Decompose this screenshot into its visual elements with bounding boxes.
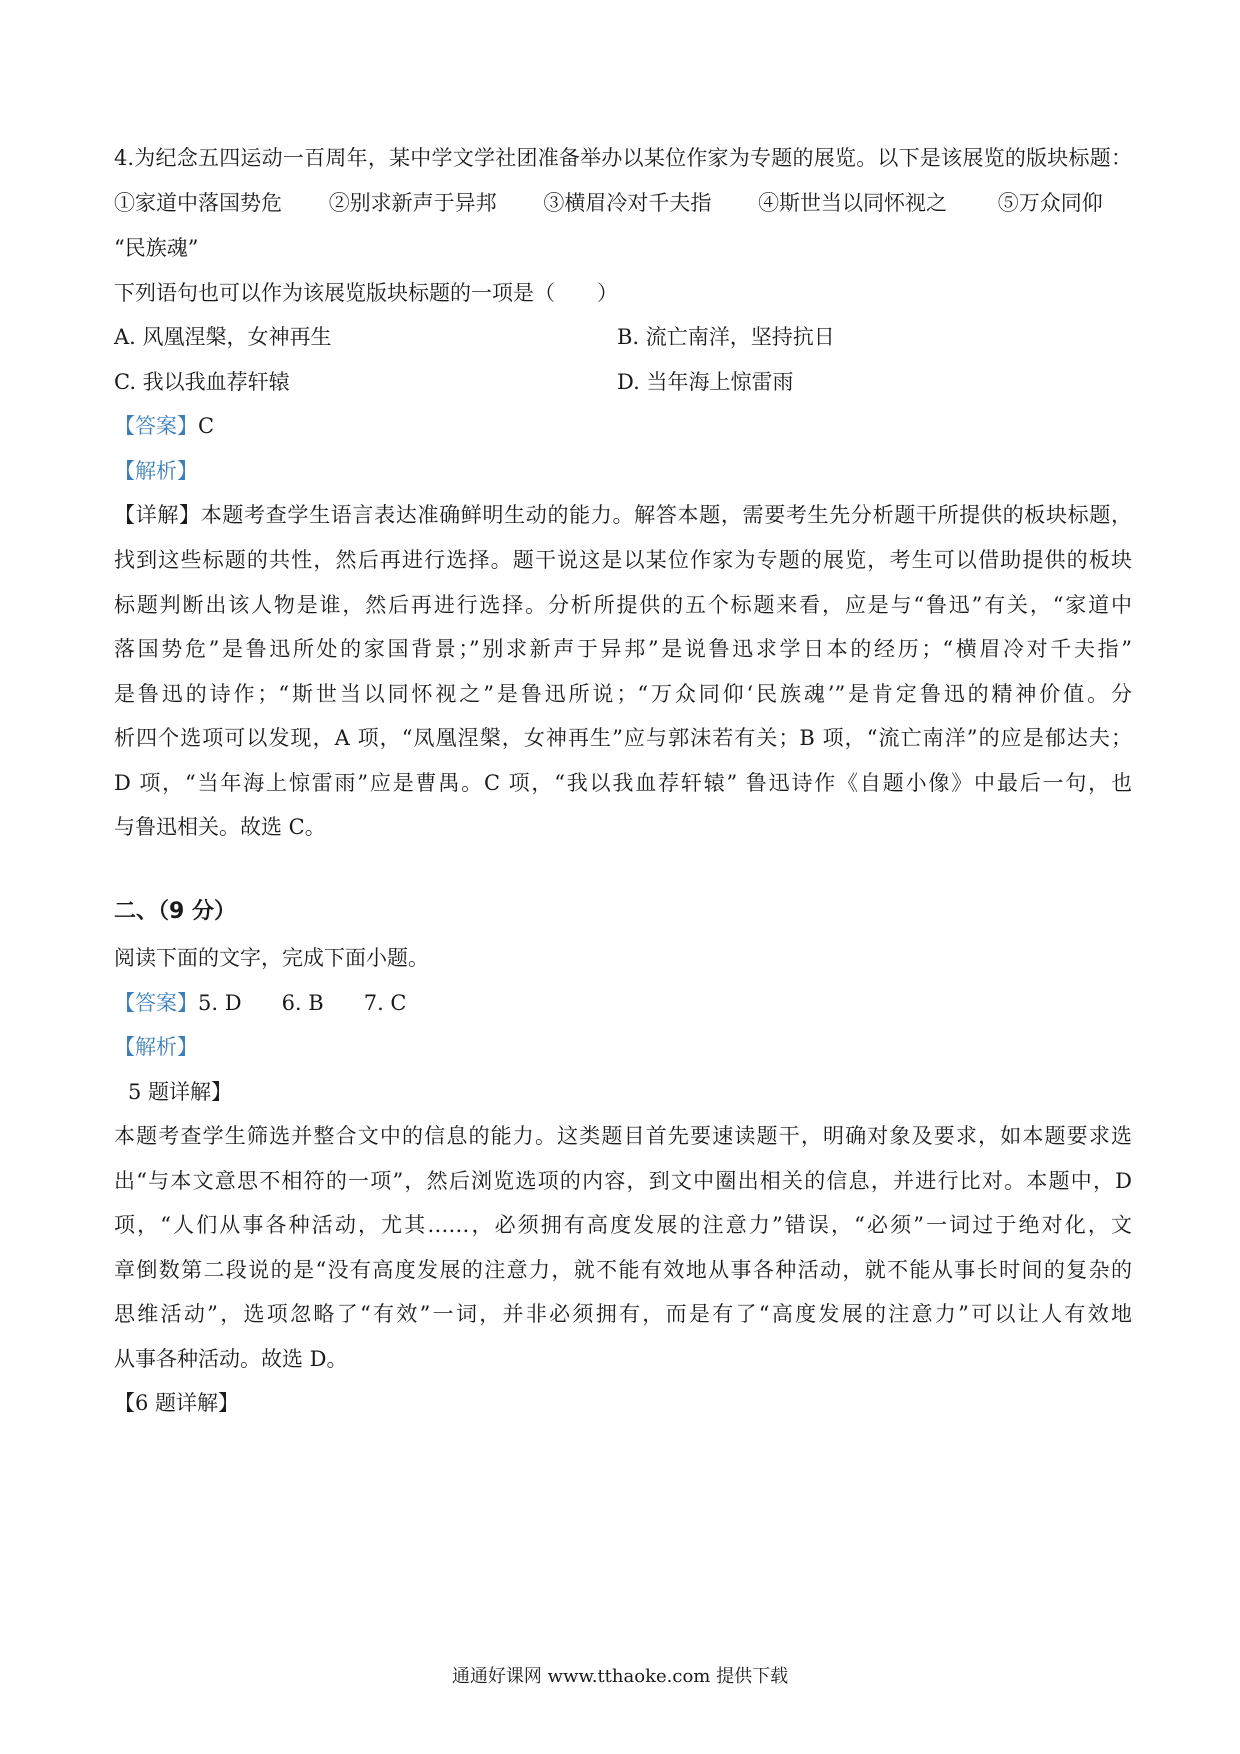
q5-detail-line-6: 从事各种活动。故选 D。 [114, 1347, 348, 1371]
q4-detail-line-1 [114, 500, 1132, 530]
q4-title-5: ⑤万众同仰 [997, 191, 1103, 215]
answer-6: 6. B [281, 991, 324, 1015]
q4-detail-line-3: 标题判断出该人物是谁，然后再进行选择。分析所提供的五个标题来看，应是与“鲁迅”有关，“家道中 [114, 593, 1132, 617]
q4-option-a: A. 风凰涅槃，女神再生 [114, 325, 332, 349]
q4-detail-line-7: D 项，“当年海上惊雷雨”应是曹禺。C 项，“我以我血荐轩辕” 鲁迅诗作《自题小像》中最后一句，也 [114, 771, 1132, 795]
q5-detail-line-5: 思维活动”，选项忽略了“有效”一词，并非必须拥有，而是有了“高度发展的注意力”可以让人有效地 [114, 1302, 1132, 1326]
answer-5: 5. D [198, 991, 242, 1015]
q4-detail-line-8: 与鲁迅相关。故选 C。 [114, 815, 326, 839]
detail-text: 本题考查学生语言表达准确鲜明生动的能力。解答本题，需要考生先分析题干所提供的板块标题， [200, 503, 1133, 527]
q4-option-c: C. 我以我血荐轩辕 [114, 370, 290, 394]
section-intro: 阅读下面的文字，完成下面小题。 [114, 946, 429, 970]
q4-option-b: B. 流亡南洋，坚持抗日 [617, 325, 835, 349]
q4-question: 下列语句也可以作为该展览版块标题的一项是（ ） [114, 281, 618, 305]
q6-detail-heading: 【6 题详解】 [114, 1391, 240, 1415]
answer-tag: 【答案】 [114, 991, 198, 1015]
q4-title-1: ①家道中落国势危 [114, 191, 282, 215]
q4-title-5-cont: “民族魂” [114, 236, 199, 260]
q4-detail-line-5: 是鲁迅的诗作；“斯世当以同怀视之”是鲁迅所说；“万众同仰‘民族魂’”是肯定鲁迅的精神价值。分 [114, 682, 1132, 706]
q5-detail-line-3: 项，“人们从事各种活动，尤其……，必须拥有高度发展的注意力”错误，“必须”一词过于绝对化，文 [114, 1213, 1132, 1237]
answer-tag: 【答案】 [114, 414, 198, 438]
q4-titles [114, 188, 1103, 218]
q5-detail-line-2: 出“与本文意思不相符的一项”，然后浏览选项的内容，到文中圈出相关的信息，并进行比对。本题中，D [114, 1169, 1132, 1193]
q4-answer [114, 411, 214, 441]
q4-stem: 4.为纪念五四运动一百周年，某中学文学社团准备举办以某位作家为专题的展览。以下是该展览的版块标题： [114, 146, 1132, 170]
q4-title-2: ②别求新声于异邦 [328, 191, 497, 215]
q4-option-d: D. 当年海上惊雷雨 [617, 370, 794, 394]
q4-detail-line-2: 找到这些标题的共性，然后再进行选择。题干说这是以某位作家为专题的展览，考生可以借助提供的板块 [114, 548, 1132, 572]
page-footer: 通通好课网 www.tthaoke.com 提供下载 [451, 1666, 789, 1687]
q5-detail-line-4: 章倒数第二段说的是“没有高度发展的注意力，就不能有效地从事各种活动，就不能从事长时间的复杂的 [114, 1258, 1132, 1282]
answer-7: 7. C [363, 991, 407, 1015]
q4-title-3: ③横眉冷对千夫指 [543, 191, 712, 215]
q4-detail-line-6: 析四个选项可以发现，A 项，“凤凰涅槃，女神再生”应与郭沫若有关；B 项，“流亡南洋”的应是郁达夫； [114, 726, 1132, 750]
q4-answer-value: C [198, 414, 215, 438]
q4-title-4: ④斯世当以同怀视之 [758, 191, 948, 215]
q4-analysis-tag: 【解析】 [114, 459, 198, 483]
section-analysis-tag: 【解析】 [114, 1035, 198, 1059]
detail-tag: 【详解】 [114, 503, 201, 527]
q5-detail-heading: 5 题详解】 [128, 1080, 233, 1104]
section-answers [114, 988, 407, 1018]
q4-detail-line-4: 落国势危”是鲁迅所处的家国背景；”别求新声于异邦”是说鲁迅求学日本的经历；“横眉冷对千夫指” [114, 637, 1132, 661]
q5-detail-line-1: 本题考查学生筛选并整合文中的信息的能力。这类题目首先要速读题干，明确对象及要求，如本题要求选 [114, 1124, 1132, 1148]
section-heading: 二、（9 分） [114, 899, 236, 924]
